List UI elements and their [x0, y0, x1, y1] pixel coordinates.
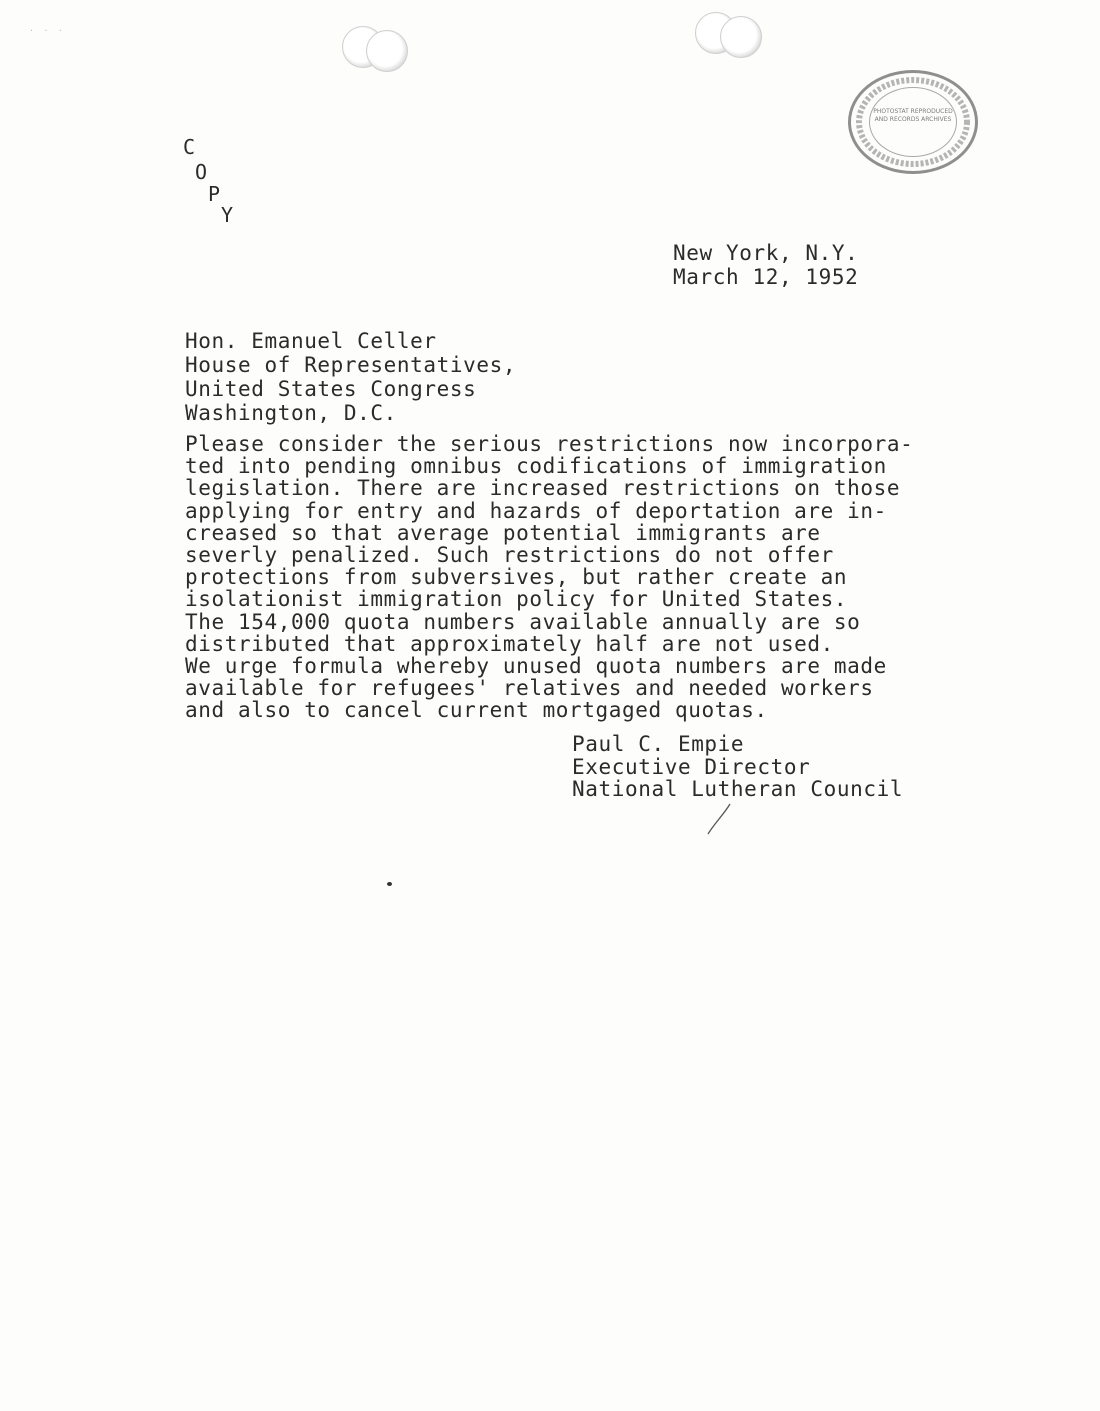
hole-punch-right-b: [720, 16, 762, 58]
body-line: protections from subversives, but rather create an: [185, 565, 848, 590]
stamp-center: [869, 87, 957, 157]
address-line-2: House of Representatives,: [185, 353, 517, 377]
body-line: We urge formula whereby unused quota numbers are made: [185, 654, 887, 679]
dateline-date: March 12, 1952: [673, 265, 859, 289]
body-line: and also to cancel current mortgaged quotas.: [185, 698, 768, 723]
address-line-4: Washington, D.C.: [185, 401, 397, 425]
address-line-1: Hon. Emanuel Celler: [185, 329, 437, 353]
copy-mark-p: P: [208, 182, 221, 206]
body-line: available for refugees' relatives and needed workers: [185, 676, 874, 701]
copy-mark-y: Y: [221, 203, 234, 227]
signature-block: [572, 733, 903, 801]
library-stamp: [848, 70, 978, 174]
pen-stroke-icon: [700, 800, 740, 840]
dateline-place: New York, N.Y.: [673, 241, 859, 265]
body-line: applying for entry and hazards of deportation are in-: [185, 498, 887, 523]
signature-title: Executive Director: [572, 754, 811, 779]
body-line: isolationist immigration policy for United States.: [185, 587, 848, 612]
address-line-3: United States Congress: [185, 377, 477, 401]
inside-address: [185, 329, 516, 425]
dateline: [673, 241, 858, 289]
signature-organization: National Lutheran Council: [572, 777, 904, 801]
body-line: The 154,000 quota numbers available annually are so: [185, 609, 861, 634]
body-line: ted into pending omnibus codifications of immigration: [185, 454, 887, 479]
copy-mark-c: C: [183, 135, 196, 159]
body-line: legislation. There are increased restrictions on those: [185, 476, 901, 501]
body-line: creased so that average potential immigrants are: [185, 520, 821, 545]
stamp-center-text: PHOTOSTAT REPRODUCED AND RECORDS ARCHIVES: [873, 108, 953, 123]
body-line: distributed that approximately half are not used.: [185, 631, 834, 656]
letter-body: [185, 433, 945, 722]
hole-punch-left-b: [366, 30, 408, 72]
body-line: severly penalized. Such restrictions do not offer: [185, 543, 834, 568]
body-line: Please consider the serious restrictions now incorpora-: [185, 432, 914, 456]
edge-specks: · · ·: [30, 26, 66, 37]
copy-mark-o: O: [195, 160, 208, 184]
signature-name: Paul C. Empie: [572, 732, 745, 756]
ink-speck: [387, 882, 392, 886]
